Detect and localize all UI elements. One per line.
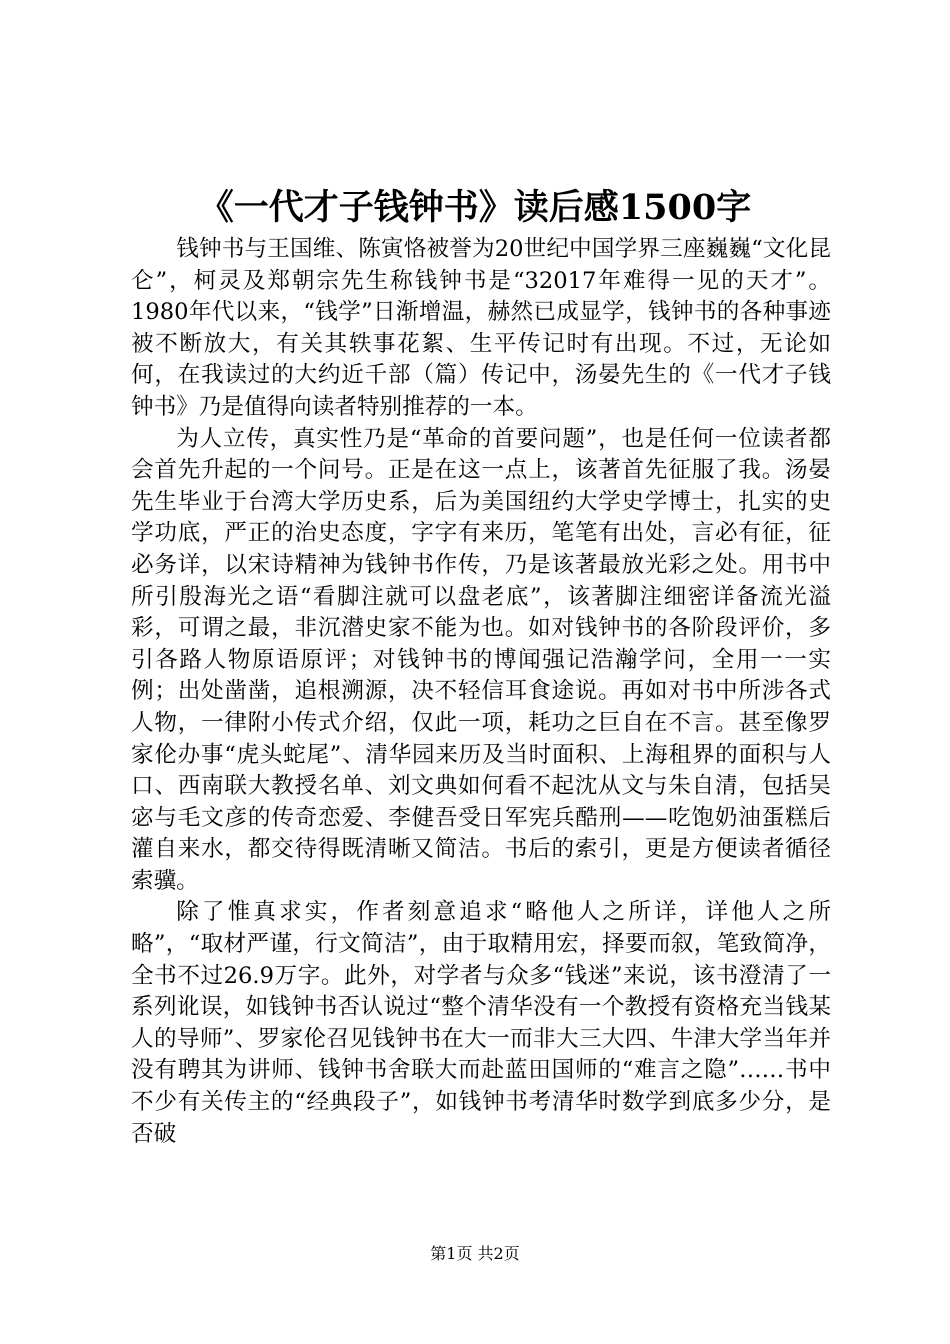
page-footer: 第1页 共2页 [430,1244,520,1263]
document-body [131,234,831,1150]
paragraph-3: 除了惟真求实，作者刻意追求“略他人之所详，详他人之所略”，“取材严谨，行文简洁”，由于取精用宏，择要而叙，笔致简净，全书不过26.9万字。此外，对学者与众多“钱迷”来说，该书澄清了一系列讹误，如钱钟书否认说过“整个清华没有一个教授有资格充当钱某人的导师”、罗家伦召见钱钟书在大一而非大三大四、牛津大学当年并没有聘其为讲师、钱钟书舍联大而赴蓝田国师的“难言之隐”……书中不少有关传主的“经典段子”，如钱钟书考清华时数学到底多少分，是否破 [131,899,831,1147]
paragraph-2: 为人立传，真实性乃是“革命的首要问题”，也是任何一位读者都会首先升起的一个问号。正是在这一点上，该著首先征服了我。汤晏先生毕业于台湾大学历史系，后为美国纽约大学史学博士，扎实的史学功底，严正的治史态度，字字有来历，笔笔有出处，言必有征，征必务详，以宋诗精神为钱钟书作传，乃是该著最放光彩之处。用书中所引殷海光之语“看脚注就可以盘老底”，该著脚注细密详备流光溢彩，可谓之最，非沉潜史家不能为也。如对钱钟书的各阶段评价，多引各路人物原语原评；对钱钟书的博闻强记浩瀚学问，全用一一实例；出处凿凿，追根溯源，决不轻信耳食途说。再如对书中所涉各式人物，一律附小传式介绍，仅此一项，耗功之巨自在不言。甚至像罗家伦办事“虎头蛇尾”、清华园来历及当时面积、上海租界的面积与人口、西南联大教授名单、刘文典如何看不起沈从文与朱自清，包括吴宓与毛文彦的传奇恋爱、李健吾受日军宪兵酷刑——吃饱奶油蛋糕后灌自来水，都交待得既清晰又简洁。书后的索引，更是方便读者循径索骥。 [131,425,831,894]
paragraph-1: 钱钟书与王国维、陈寅恪被誉为20世纪中国学界三座巍巍“文化昆仑”，柯灵及郑朝宗先生称钱钟书是“32017年难得一见的天才”。1980年代以来，“钱学”日渐增温，赫然已成显学，钱钟书的各种事迹被不断放大，有关其轶事花絮、生平传记时有出现。不过，无论如何，在我读过的大约近千部（篇）传记中，汤晏先生的《一代才子钱钟书》乃是值得向读者特别推荐的一本。 [131,236,831,420]
page-title: 《一代才子钱钟书》读后感1500字 [198,187,752,228]
